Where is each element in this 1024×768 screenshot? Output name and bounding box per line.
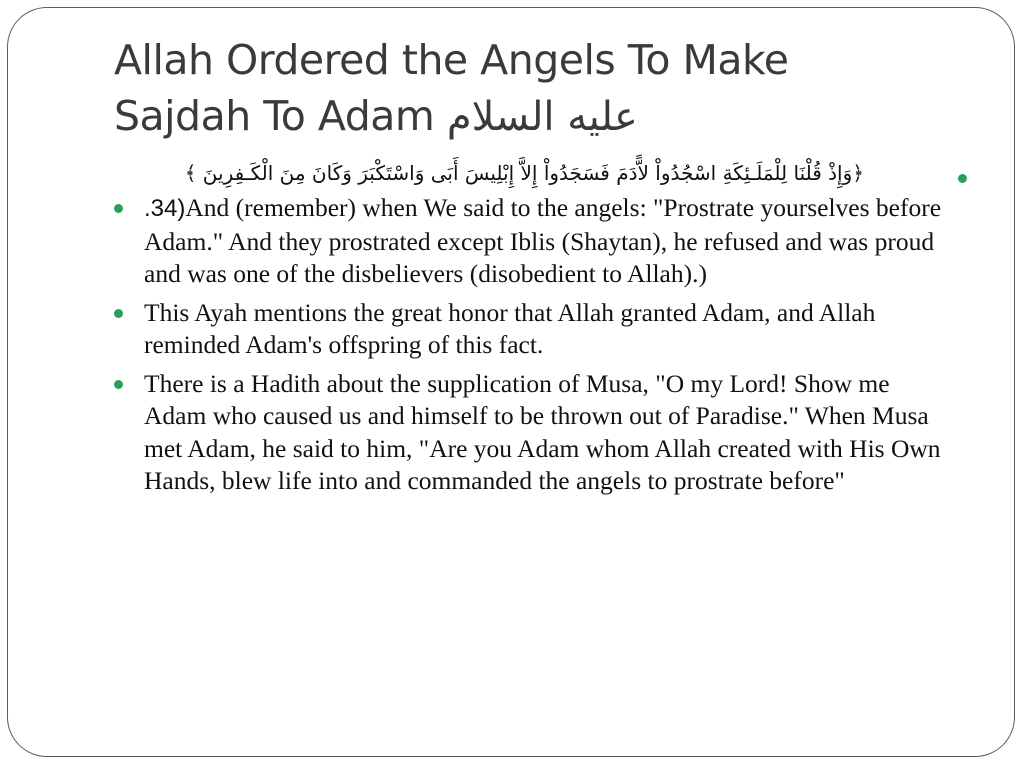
title-line-2-latin: Sajdah To Adam (114, 92, 435, 140)
title-line-2-arabic: عليه السلام (446, 94, 638, 140)
bullet-dot (114, 309, 123, 318)
title-line-1: Allah Ordered the Angels To Make (114, 36, 789, 84)
hadith-text: There is a Hadith about the supplication of Musa, "O my Lord! Show me Adam who caused us and himself to be thrown out of Paradise." When Musa met Adam, he said to him, "Are you Adam whom Allah created with His Own Hands, blew life into and commanded the angels to prostrate before" (144, 368, 941, 495)
bullet-dot (114, 204, 123, 213)
bullet-arabic-verse (114, 160, 954, 186)
bullet-dot (114, 380, 123, 389)
title-line-2 (114, 88, 934, 145)
translation-text: And (remember) when We said to the angels: "Prostrate yourselves before Adam." And they prostrated except Iblis (Shaytan), he refused and was proud and was one of the disbelievers (disobedient to Allah).) (144, 193, 942, 288)
bullet-hadith (114, 368, 954, 498)
bullet-honor (114, 297, 954, 362)
slide-title (114, 32, 934, 145)
bullet-translation (114, 192, 954, 291)
bullet-list (114, 160, 954, 504)
arabic-verse-text: ﴿وَإِذْ قُلْنَا لِلْمَلَـئِكَةِ اسْجُدُواْ لاًّدَمَ فَسَجَدُواْ إِلاَّ إِبْلِيسَ أَبَى وَاسْتَكْبَرَ وَكَانَ مِنَ الْكَـفِرِينَ ﴾ (184, 161, 864, 185)
honor-text: This Ayah mentions the great honor that Allah granted Adam, and Allah reminded Adam's offspring of this fact. (144, 297, 876, 359)
verse-number: .34) (144, 195, 186, 222)
bullet-dot (958, 174, 967, 183)
